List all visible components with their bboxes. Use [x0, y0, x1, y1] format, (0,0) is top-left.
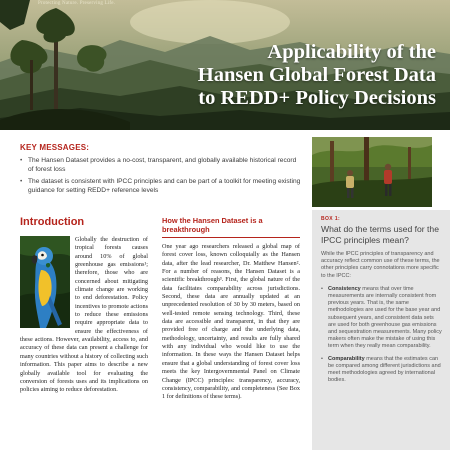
hero-banner: [0, 0, 450, 130]
key-messages-section: [20, 143, 302, 199]
box-terms-list: [321, 286, 442, 385]
box-question: What do the terms used for the IPCC principles mean?: [321, 224, 439, 245]
list-item: [321, 356, 442, 385]
introduction-section: [20, 216, 148, 395]
list-item: [321, 286, 442, 351]
box-label: BOX 1:: [321, 216, 341, 222]
term-definition: means that over time measurements are internally consistent from previous years. That is, the same methodologies are used for the base year and subsequent years, and consistent data sets are used for both greenhouse gas emissions and sequestration measurements. Many policy makers often make the mistake of using this term when they really mean comparability.: [328, 285, 442, 350]
breakthrough-heading: How the Hansen Dataset is a breakthrough: [162, 216, 300, 238]
list-item: • The Hansen Dataset provides a no-cost, transparent, and globally available historical record of forest loss: [20, 157, 302, 174]
list-item: • The dataset is consistent with IPCC principles and can be part of a toolkit for meeting existing guidance for setting REDD+ reference levels: [20, 178, 302, 195]
term-name: Comparability: [328, 355, 365, 362]
parrot-photo: [20, 236, 70, 328]
title-line: Applicability of the: [267, 41, 436, 63]
macaw-image: [20, 236, 70, 328]
key-messages-list: [20, 157, 302, 195]
breakthrough-body: One year ago researchers released a global map of forest cover loss, known colloquially as the Hansen data, after the lead researcher, Dr. Matthew Hansen². For a number of reasons, the Hansen Dataset is a scientific breakthrough³. First, the global nature of the data facilitates comparability across jurisdictions. Second, these data are annually updated at an unprecedented resolution of 30 by 30 meters, based on well-tested remote sensing technology. Third, these data are accessible and transparent, in that they are provided free of charge and the underlying data, methodology, uncertainty, and results are fully shared with any individual who would like to use the information. In these ways the Hansen Dataset helps ensure that a global understanding of forest cover loss meets the key Intergovernmental Panel on Climate Change (IPCC) principles: transparency, accuracy, consistency, comparability, and completeness (See Box 1 for definitions of these terms).: [162, 243, 300, 401]
introduction-heading: Introduction: [20, 216, 85, 228]
breakthrough-section: [162, 216, 300, 402]
title-line: to REDD+ Policy Decisions: [198, 87, 436, 109]
title-line: Hansen Global Forest Data: [197, 64, 436, 86]
field-workers-image: [312, 137, 432, 207]
key-messages-heading: KEY MESSAGES:: [20, 143, 90, 152]
tagline: Protecting Nature. Preserving Life.: [38, 1, 116, 6]
term-definition: means that the estimates can be compared among different jurisdictions and meet methodologies agreed by international bodies.: [328, 355, 441, 384]
term-name: Consistency: [328, 285, 361, 292]
field-workers-photo: [312, 137, 432, 207]
page-title: [156, 41, 436, 110]
introduction-body: Globally the destruction of tropical forests causes around 10% of global greenhouse gas emissions¹; therefore, those who are concerned about mitigating climate change are working to end deforestation. Policy incentives to promote actions to reduce these emissions require appropriate data to ensure the effectiveness of these actions. However, availability, access to, and accuracy of these data can present a challenge for many countries without a history of collecting such information. This paper aims to describe a new globally available tool for evaluating the conversion of forests uses and its implications on policies aiming to reduce deforestation.: [20, 236, 148, 394]
box-1-sidebar: [312, 210, 450, 450]
box-intro: While the IPCC principles of transparency and accuracy reflect common use of these terms, the other principles carry connotations more specific to the IPCC:: [321, 251, 440, 279]
